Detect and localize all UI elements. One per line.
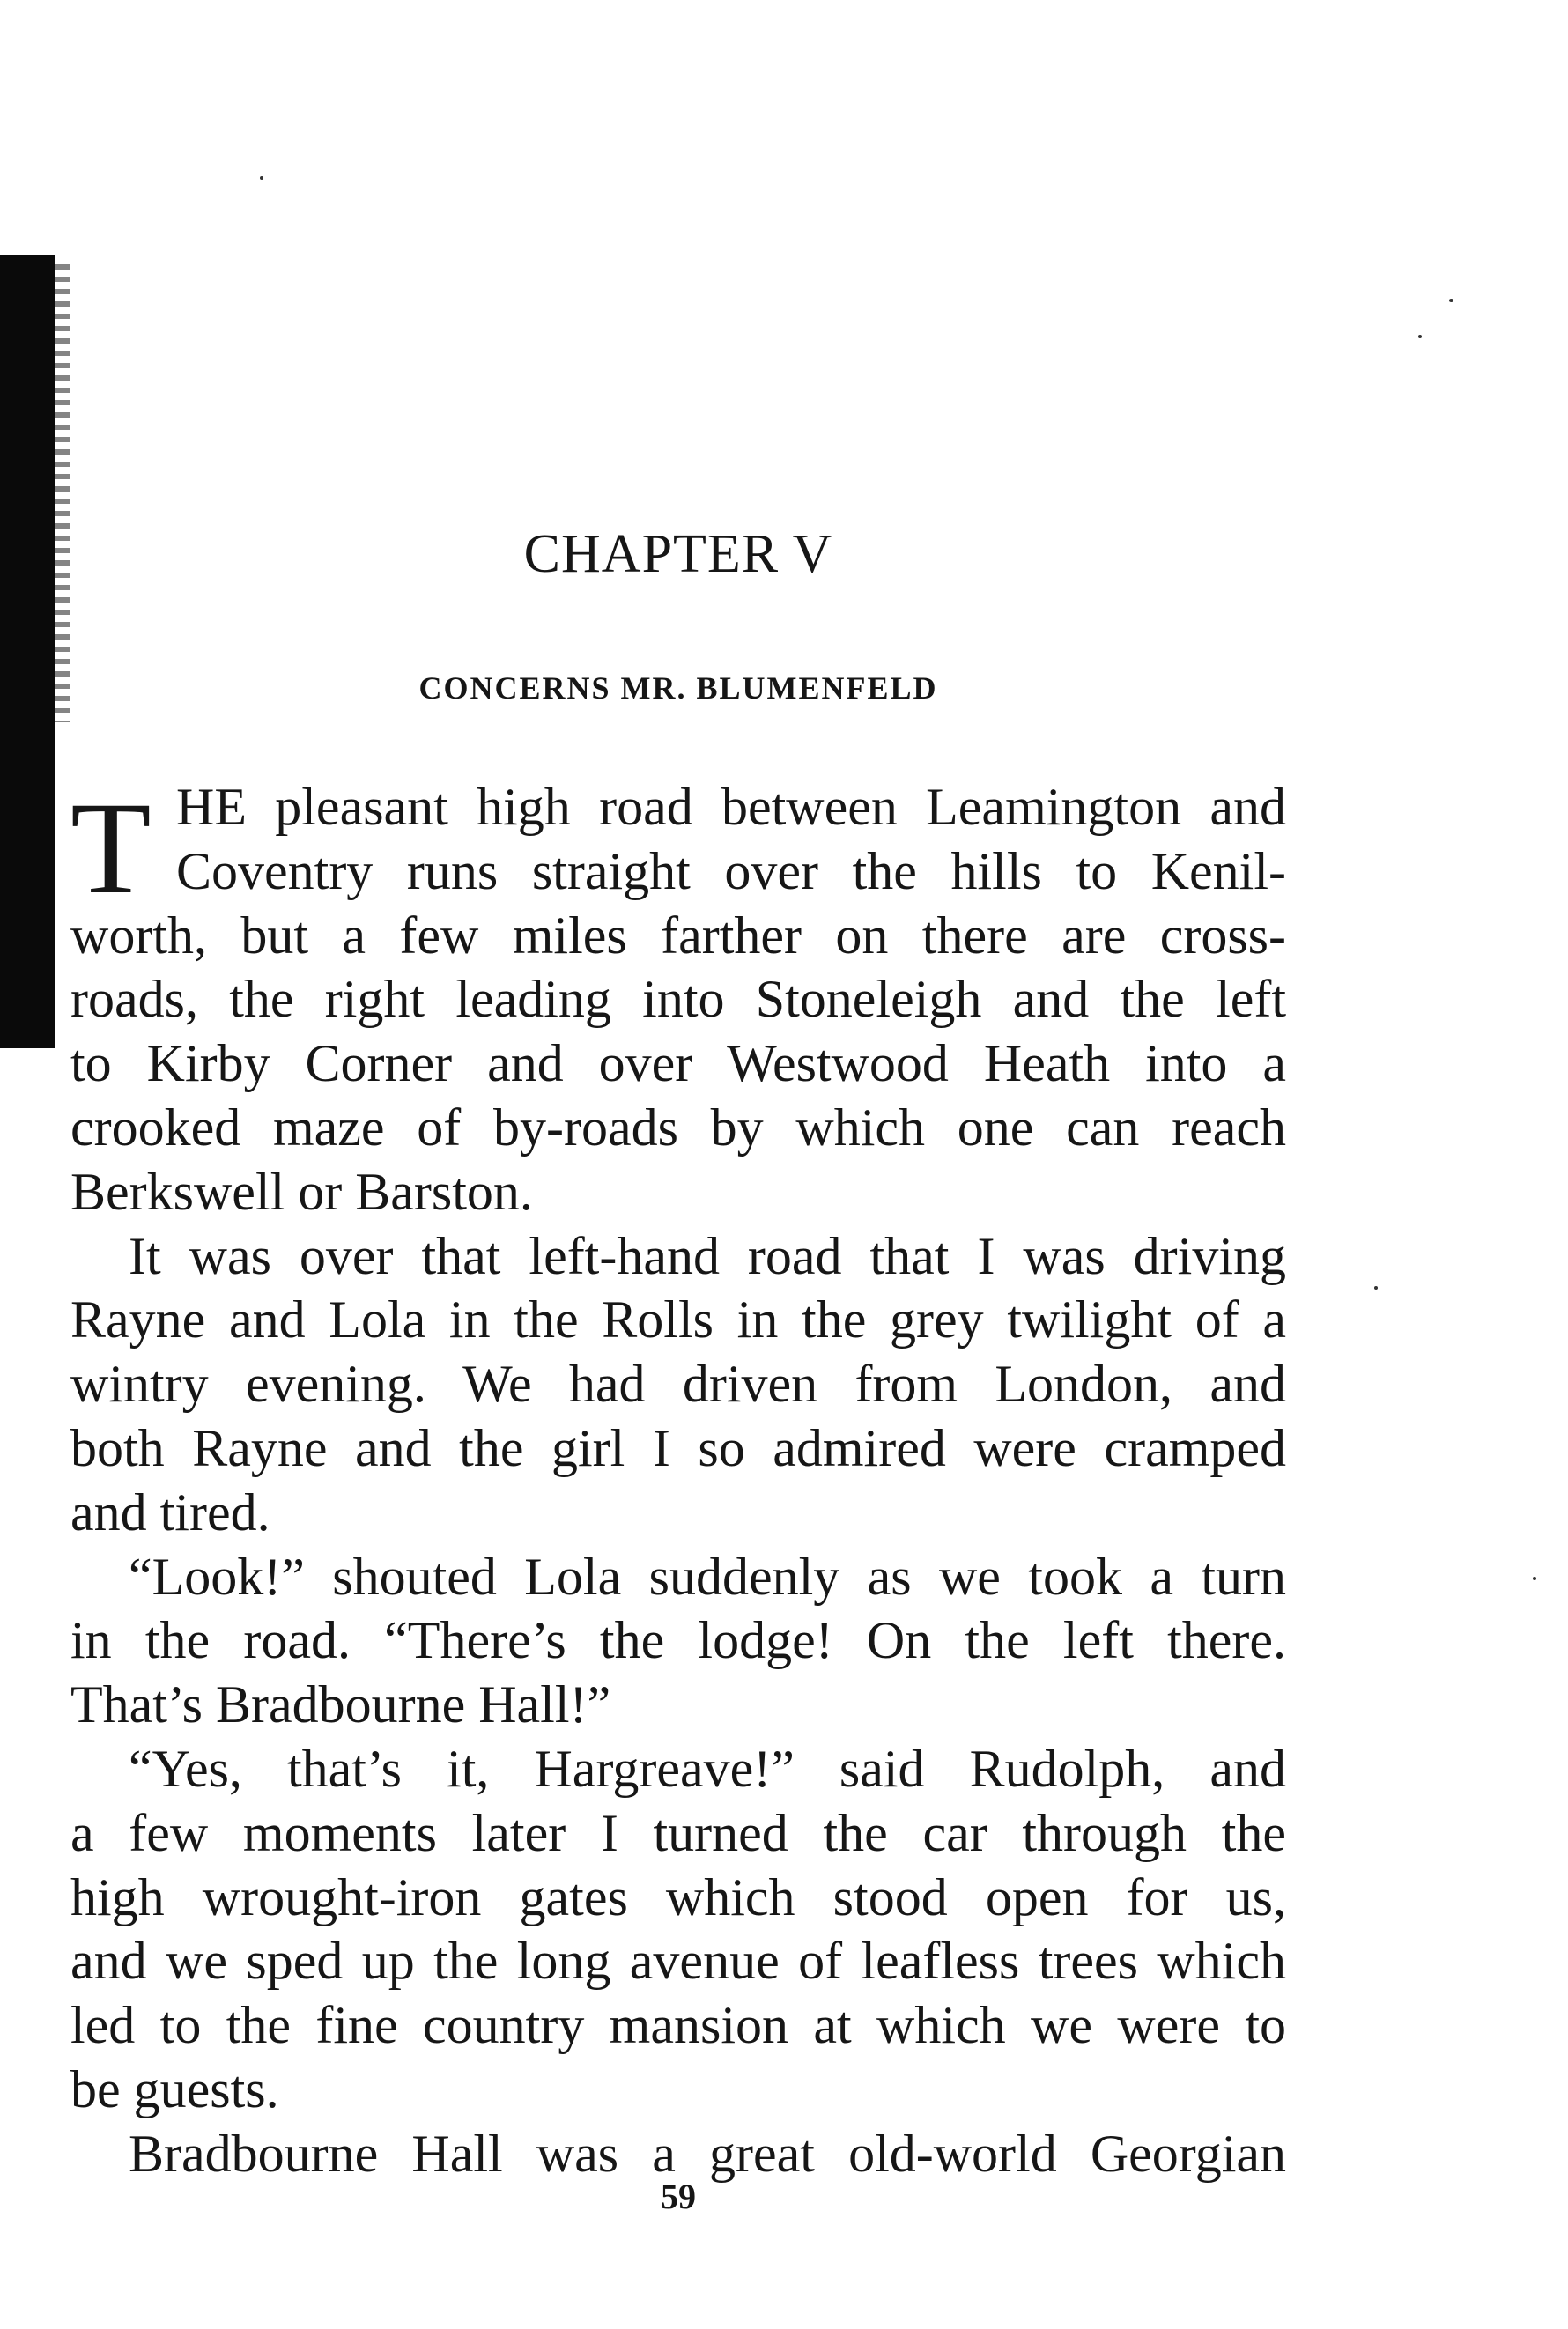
text-line: both Rayne and the girl I so admired were cramped	[70, 1418, 1286, 1477]
text-line: wintry evening. We had driven from London, and	[70, 1355, 1286, 1414]
text-line: to Kirby Corner and over Westwood Heath into a	[70, 1034, 1286, 1093]
scan-speck	[260, 176, 263, 180]
text-line: “Yes, that’s it, Hargreave!” said Rudolph, and	[129, 1739, 1286, 1798]
text-line: roads, the right leading into Stoneleigh and the left	[70, 970, 1286, 1029]
text-line: Coventry runs straight over the hills to Kenil-	[176, 841, 1286, 900]
text-line: and tired.	[70, 1482, 270, 1542]
text-line: Berkswell or Barston.	[70, 1162, 533, 1221]
scan-speck	[1418, 335, 1422, 338]
scan-edge-ragged	[44, 264, 70, 722]
chapter-subtitle: CONCERNS MR. BLUMENFELD	[418, 670, 938, 706]
page-number: 59	[661, 2177, 696, 2216]
text-line: Bradbourne Hall was a great old-world Georgian	[129, 2124, 1286, 2183]
text-line: in the road. “There’s the lodge! On the left there.	[70, 1611, 1286, 1670]
text-line: led to the fine country mansion at which we were to	[70, 1996, 1286, 2055]
text-line: high wrought-iron gates which stood open for us,	[70, 1867, 1286, 1926]
body-text	[70, 775, 1286, 2186]
text-line: a few moments later I turned the car through the	[70, 1803, 1286, 1862]
text-line: Rayne and Lola in the Rolls in the grey twilight of a	[70, 1290, 1286, 1349]
chapter-title: CHAPTER V	[523, 524, 833, 584]
text-line: be guests.	[70, 2059, 279, 2118]
text-line: “Look!” shouted Lola suddenly as we took a turn	[129, 1547, 1286, 1606]
drop-cap: T	[70, 775, 152, 921]
text-line: HE pleasant high road between Leamington and	[176, 778, 1286, 836]
scan-speck	[1533, 1577, 1536, 1580]
text-line: worth, but a few miles farther on there are cross-	[70, 906, 1286, 965]
scan-speck	[1374, 1286, 1378, 1290]
text-line: It was over that left-hand road that I was driving	[129, 1226, 1286, 1285]
scan-speck	[1449, 299, 1453, 302]
text-line: That’s Bradbourne Hall!”	[70, 1675, 611, 1734]
text-line: and we sped up the long avenue of leafless trees which	[70, 1932, 1286, 1991]
text-line: crooked maze of by-roads by which one can reach	[70, 1098, 1286, 1157]
